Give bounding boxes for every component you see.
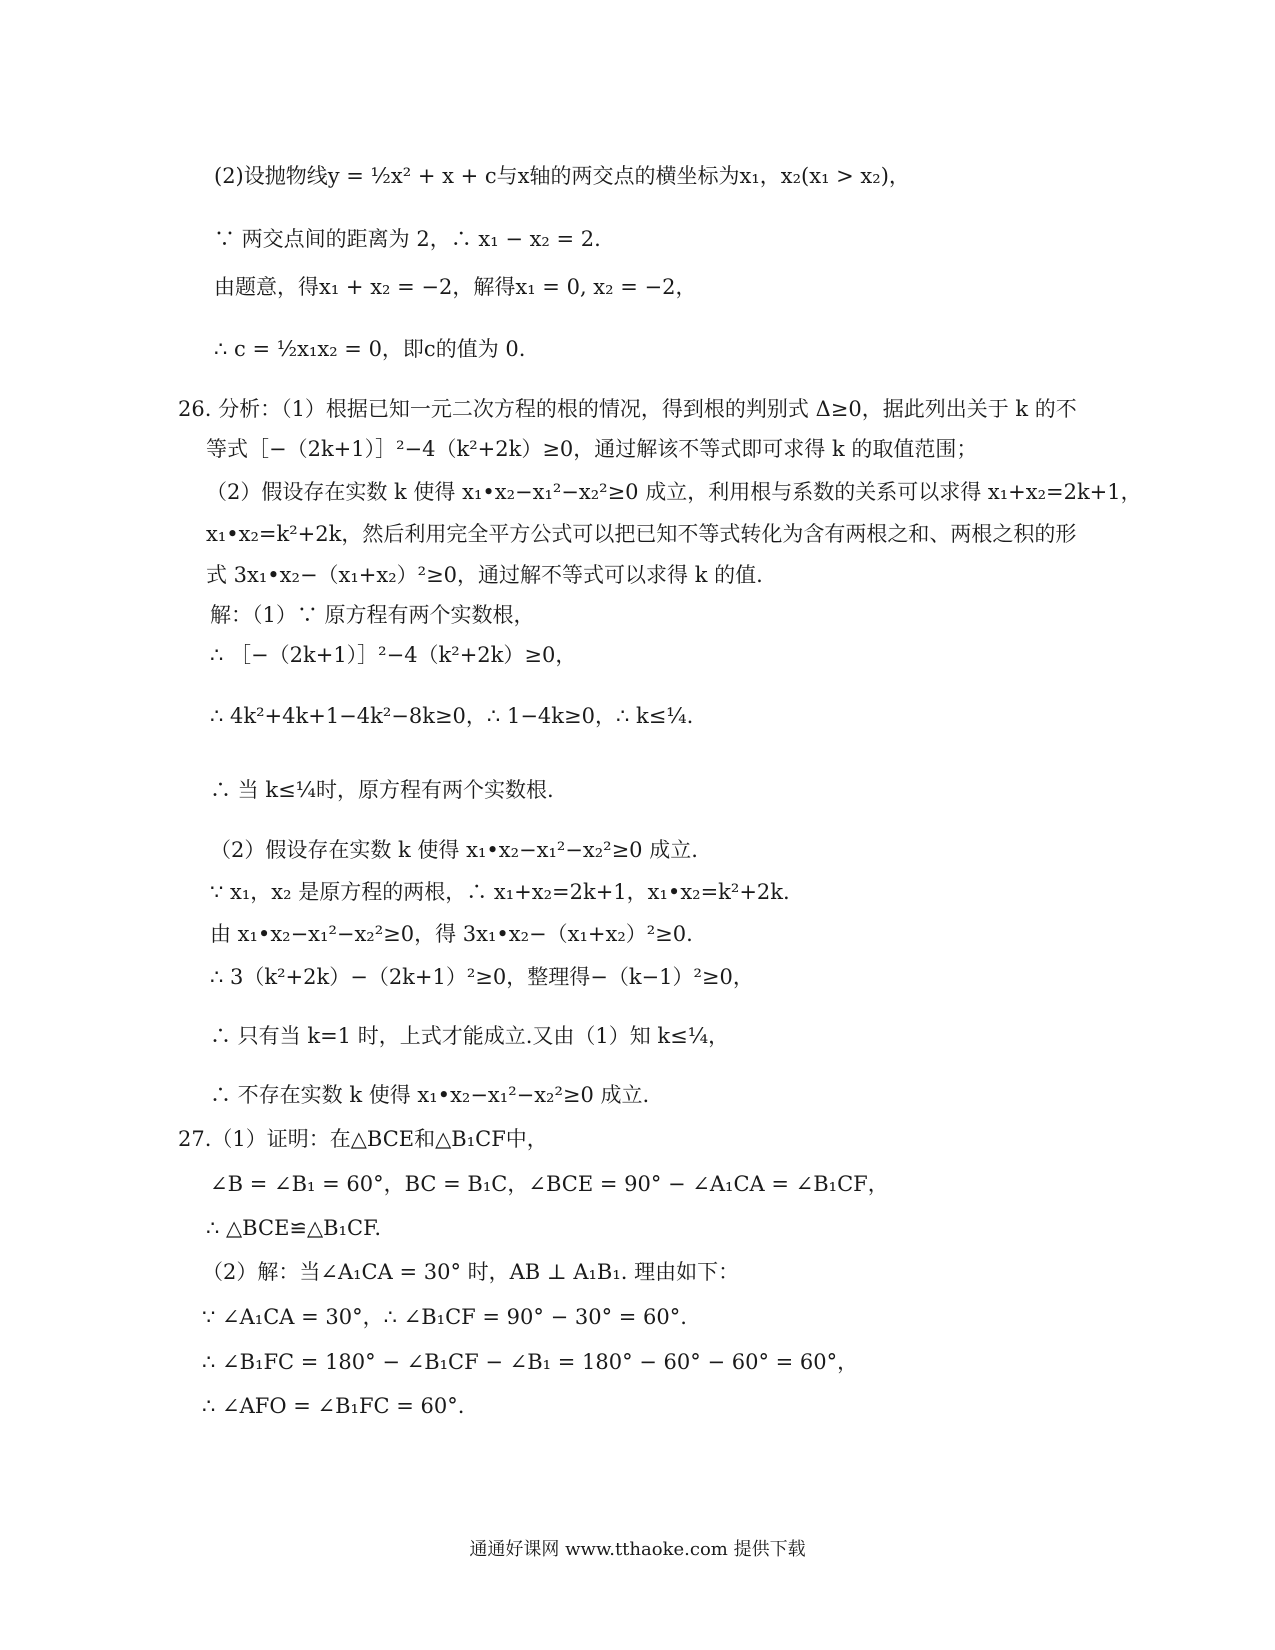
text-line: （2）假设存在实数 k 使得 x₁•x₂−x₁²−x₂²≥0 成立. — [210, 838, 698, 862]
text-line: ∴ 只有当 k=1 时，上式才能成立.又由（1）知 k≤¼， — [210, 1024, 730, 1048]
text-line: ∵ ∠A₁CA = 30°，∴ ∠B₁CF = 90° − 30° = 60°. — [202, 1305, 687, 1329]
text-line: ∵ x₁，x₂ 是原方程的两根，∴ x₁+x₂=2k+1，x₁•x₂=k²+2k. — [210, 880, 790, 904]
page-footer: 通通好课网 www.tthaoke.com 提供下载 — [469, 1539, 806, 1560]
text-line: ∴ 3（k²+2k）−（2k+1）²≥0，整理得−（k−1）²≥0， — [210, 965, 754, 989]
text-line: ∴ 当 k≤¼时，原方程有两个实数根. — [210, 778, 554, 802]
text-line: 解：（1）∵ 原方程有两个实数根， — [210, 603, 535, 627]
text-line: 26. 分析：（1）根据已知一元二次方程的根的情况，得到根的判别式 Δ≥0，据此列出关于 k 的不 — [178, 397, 1077, 421]
text-line: ∴ 不存在实数 k 使得 x₁•x₂−x₁²−x₂²≥0 成立. — [210, 1083, 650, 1107]
text-line: ∴ △BCE≌△B₁CF. — [206, 1216, 382, 1240]
text-line: 等式［−（2k+1）］²−4（k²+2k）≥0，通过解该不等式即可求得 k 的取值范围； — [206, 437, 978, 461]
text-line: （2）假设存在实数 k 使得 x₁•x₂−x₁²−x₂²≥0 成立，利用根与系数的关系可以求得 x₁+x₂=2k+1， — [206, 480, 1142, 504]
text-line: 由 x₁•x₂−x₁²−x₂²≥0，得 3x₁•x₂−（x₁+x₂）²≥0. — [210, 922, 693, 946]
text-line: 27.（1）证明：在△BCE和△B₁CF中， — [178, 1127, 548, 1151]
text-line: ∴ ［−（2k+1）］²−4（k²+2k）≥0， — [210, 643, 577, 667]
text-line: ∴ ∠B₁FC = 180° − ∠B₁CF − ∠B₁ = 180° − 60° − 60° = 60°， — [202, 1350, 859, 1374]
text-line: ∴ ∠AFO = ∠B₁FC = 60°. — [202, 1394, 465, 1418]
text-line: ∴ c = ½x₁x₂ = 0，即c的值为 0. — [214, 337, 526, 361]
text-line: ∵ 两交点间的距离为 2，∴ x₁ − x₂ = 2. — [214, 227, 601, 251]
text-line: x₁•x₂=k²+2k，然后利用完全平方公式可以把已知不等式转化为含有两根之和、两根之积的形 — [206, 522, 1077, 546]
text-line: (2)设抛物线y = ½x² + x + c与x轴的两交点的横坐标为x₁，x₂(x₁ > x₂)， — [214, 164, 910, 188]
text-line: （2）解：当∠A₁CA = 30° 时，AB ⊥ A₁B₁. 理由如下： — [202, 1260, 740, 1284]
text-line: ∠B = ∠B₁ = 60°，BC = B₁C，∠BCE = 90° − ∠A₁CA = ∠B₁CF， — [210, 1172, 889, 1196]
text-line: 式 3x₁•x₂−（x₁+x₂）²≥0，通过解不等式可以求得 k 的值. — [206, 563, 763, 587]
text-line: 由题意，得x₁ + x₂ = −2，解得x₁ = 0, x₂ = −2， — [214, 275, 697, 299]
text-line: ∴ 4k²+4k+1−4k²−8k≥0，∴ 1−4k≥0，∴ k≤¼. — [210, 704, 694, 728]
